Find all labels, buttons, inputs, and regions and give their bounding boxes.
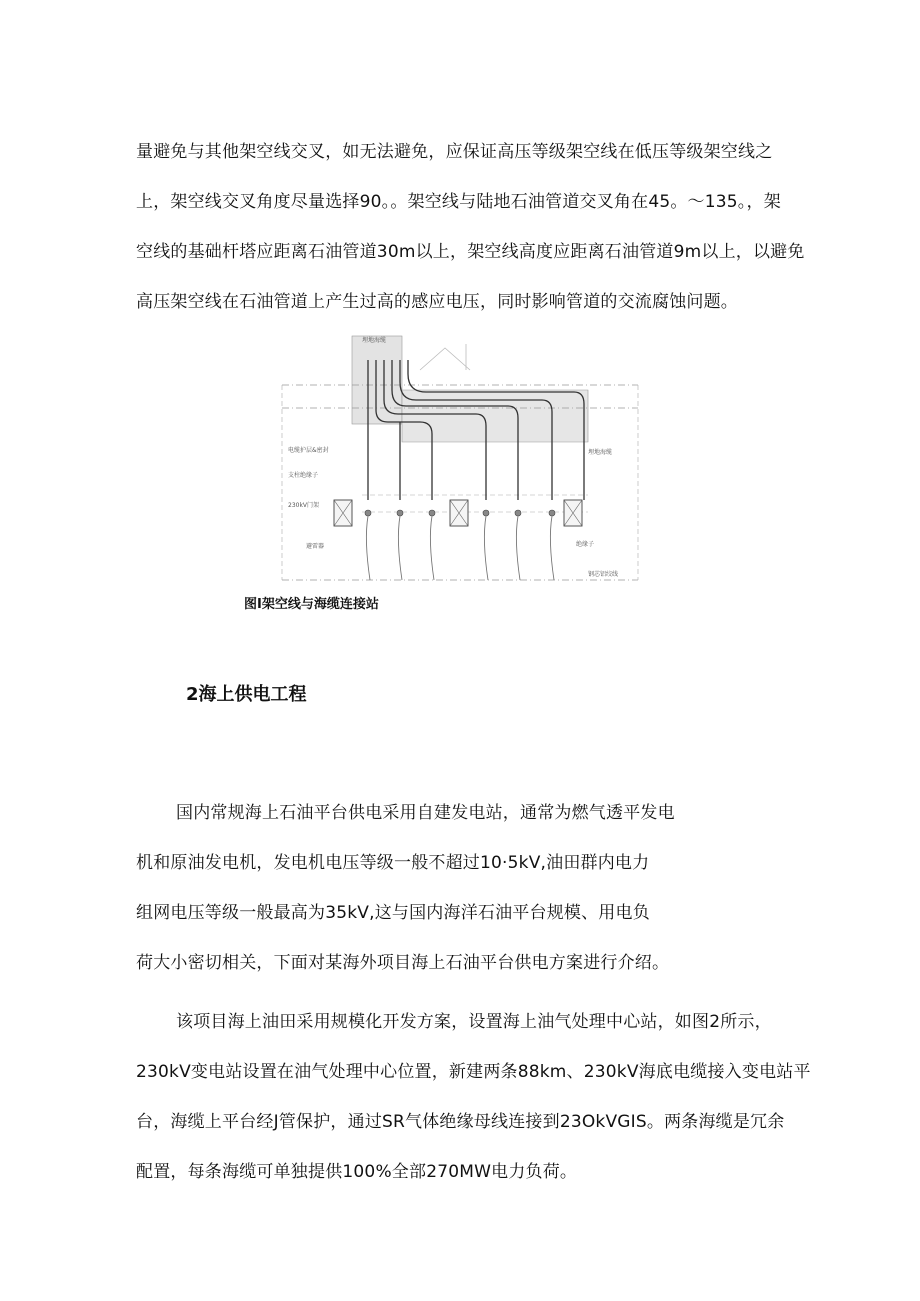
paragraph-line: 量避免与其他架空线交叉，如无法避免，应保证高压等级架空线在低压等级架空线之 <box>136 142 773 162</box>
figure-caption: 图I架空线与海缆连接站 <box>244 597 379 612</box>
section-heading: 2海上供电工程 <box>186 684 307 705</box>
connection-station-figure <box>270 330 650 588</box>
figure-label-shield: 电缆护层&密封 <box>288 447 329 454</box>
figure-label-gantry: 230kV门架 <box>288 502 320 509</box>
paragraph-line: 组网电压等级一般最高为35kV,这与国内海洋石油平台规模、用电负 <box>136 903 650 923</box>
paragraph-line: 荷大小密切相关，下面对某海外项目海上石油平台供电方案进行介绍。 <box>136 953 670 973</box>
paragraph-3 <box>136 997 811 1197</box>
paragraph-line: 空线的基础杆塔应距离石油管道30m以上，架空线高度应距离石油管道9m以上，以避免 <box>136 242 805 262</box>
figure-label-ground: 钢芯铝绞线 <box>588 571 619 578</box>
paragraph-line: 230kV变电站设置在油气处理中心位置，新建两条88km、230kV海底电缆接入变电站平 <box>136 1062 811 1082</box>
paragraph-2 <box>136 788 796 988</box>
figure-label-insulator: 绝缘子 <box>576 541 595 548</box>
paragraph-line: 该项目海上油田采用规模化开发方案，设置海上油气处理中心站，如图2所示， <box>176 1012 772 1032</box>
paragraph-line: 上，架空线交叉角度尽量选择90。。架空线与陆地石油管道交叉角在45。～135。，架 <box>136 192 781 212</box>
paragraph-line: 台，海缆上平台经J管保护，通过SR气体绝缘母线连接到23OkVGIS。两条海缆是冗余 <box>136 1112 785 1132</box>
figure-label-top: 埋地海缆 <box>362 337 387 344</box>
paragraph-line: 高压架空线在石油管道上产生过高的感应电压，同时影响管道的交流腐蚀问题。 <box>136 292 738 312</box>
paragraph-line: 配置，每条海缆可单独提供100%全部270MW电力负荷。 <box>136 1162 578 1182</box>
figure-label-support: 支柱绝缘子 <box>288 472 319 479</box>
paragraph-1 <box>136 127 805 327</box>
paragraph-line: 国内常规海上石油平台供电采用自建发电站，通常为燃气透平发电 <box>176 803 675 823</box>
figure-label-arrester: 避雷器 <box>306 543 325 550</box>
figure-label-right-cable: 埋地海缆 <box>588 449 613 456</box>
paragraph-line: 机和原油发电机，发电机电压等级一般不超过10·5kV,油田群内电力 <box>136 853 650 873</box>
